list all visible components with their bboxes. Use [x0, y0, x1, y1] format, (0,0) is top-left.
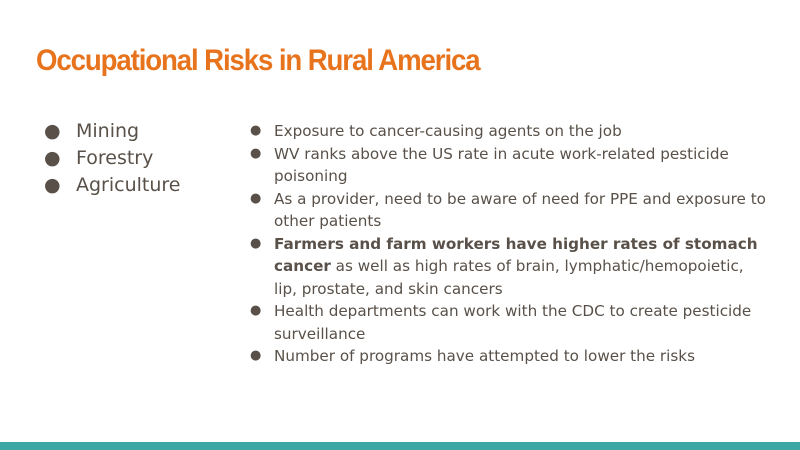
- footer-accent-bar: [0, 442, 800, 450]
- bullet-icon: ●: [44, 147, 61, 169]
- bullet-icon: ●: [44, 174, 61, 196]
- list-item-text: as well as high rates of brain, lymphatic/hemopoietic, lip, prostate, and skin cancers: [274, 257, 744, 298]
- risk-details-list: [246, 120, 766, 368]
- industry-list: [38, 118, 181, 199]
- list-item: [246, 233, 766, 301]
- list-item: [246, 120, 766, 143]
- list-item-label: Agriculture: [76, 174, 181, 196]
- list-item-label: Forestry: [76, 147, 154, 169]
- bullet-icon: ●: [250, 303, 262, 318]
- list-item: [38, 145, 181, 172]
- list-item-text: As a provider, need to be aware of need for PPE and exposure to other patients: [274, 189, 766, 230]
- list-item: [38, 118, 181, 145]
- list-item-label: Mining: [76, 120, 140, 142]
- list-item-text: WV ranks above the US rate in acute work-related pesticide poisoning: [274, 144, 729, 185]
- bullet-icon: ●: [250, 348, 262, 363]
- bullet-icon: ●: [44, 120, 61, 142]
- bullet-icon: ●: [250, 235, 262, 251]
- list-item: [246, 345, 766, 368]
- list-item-text: Health departments can work with the CDC to create pesticide surveillance: [274, 302, 752, 343]
- bullet-icon: ●: [250, 190, 262, 206]
- list-item-bold-text: Farmers and farm workers have higher rates of stomach cancer: [274, 234, 758, 275]
- list-item: [246, 143, 766, 188]
- list-item-text: Exposure to cancer-causing agents on the job: [274, 122, 622, 140]
- list-item-text: Number of programs have attempted to lower the risks: [274, 347, 695, 365]
- list-item: [38, 172, 181, 199]
- bullet-icon: ●: [250, 123, 262, 138]
- list-item: [246, 300, 766, 345]
- slide-title: Occupational Risks in Rural America: [36, 44, 480, 77]
- bullet-icon: ●: [250, 145, 262, 161]
- list-item: [246, 188, 766, 233]
